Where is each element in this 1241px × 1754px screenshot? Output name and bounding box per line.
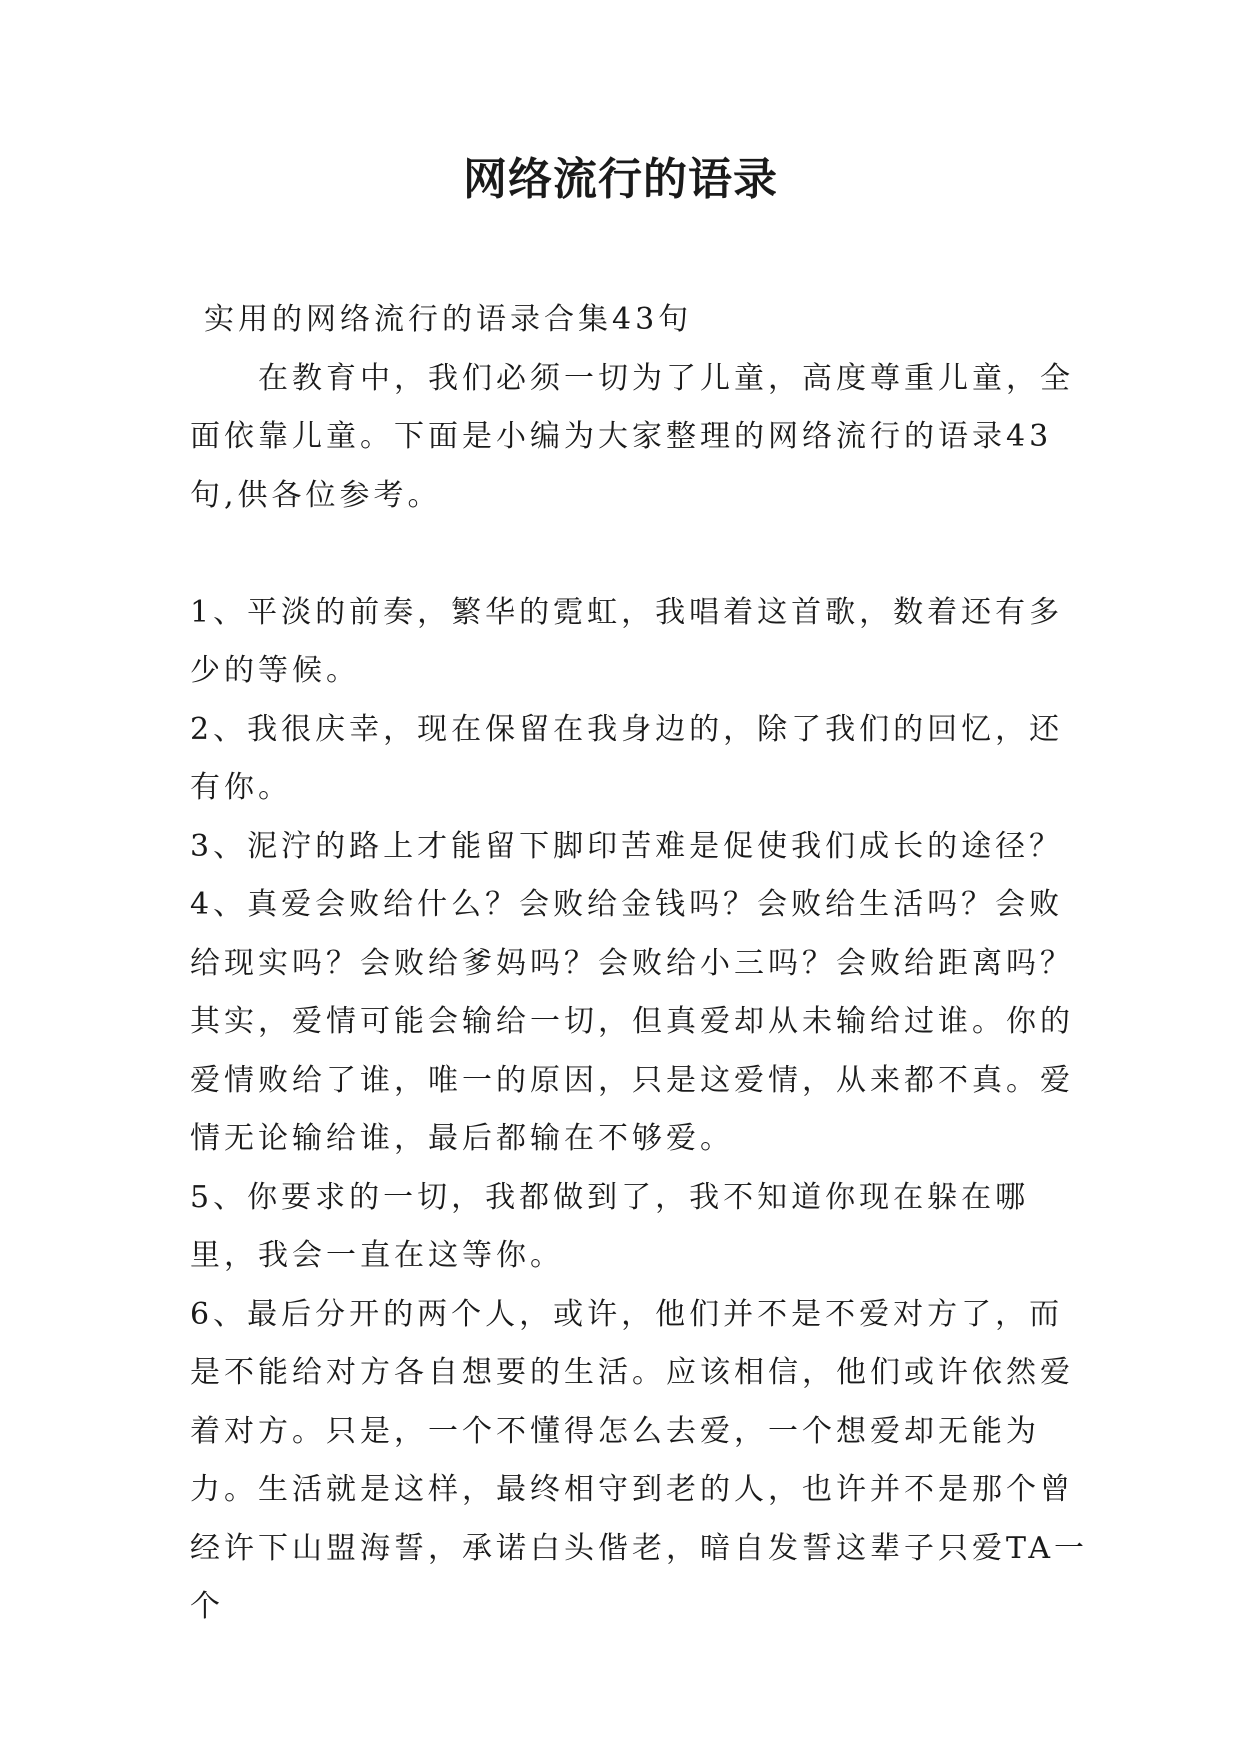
quote-item-4: 4、真爱会败给什么？会败给金钱吗？会败给生活吗？会败给现实吗？会败给爹妈吗？会败给小三吗？会败给距离吗？其实，爱情可能会输给一切，但真爱却从未输给过谁。你的爱情败给了谁，唯一的原因，只是这爱情，从来都不真。爱情无论输给谁，最后都输在不够爱。 bbox=[190, 887, 1074, 1156]
paragraph-spacer bbox=[190, 525, 1090, 584]
quote-item-1: 1、平淡的前奏，繁华的霓虹，我唱着这首歌，数着还有多少的等候。 bbox=[190, 594, 1064, 688]
quote-item-5: 5、你要求的一切，我都做到了，我不知道你现在躲在哪里，我会一直在这等你。 bbox=[190, 1179, 1030, 1273]
intro-paragraph: 在教育中，我们必须一切为了儿童，高度尊重儿童，全面依靠儿童。下面是小编为大家整理的网络流行的语录43句,供各位参考。 bbox=[190, 360, 1074, 513]
quote-item-2: 2、我很庆幸，现在保留在我身边的，除了我们的回忆，还有你。 bbox=[190, 711, 1064, 805]
quote-item-3: 3、泥泞的路上才能留下脚印苦难是促使我们成长的途径？ bbox=[190, 828, 1064, 864]
document-subtitle: 实用的网络流行的语录合集43句 bbox=[204, 302, 693, 337]
document-title: 网络流行的语录 bbox=[463, 154, 778, 205]
quote-item-6: 6、最后分开的两个人，或许，他们并不是不爱对方了，而是不能给对方各自想要的生活。应该相信，他们或许依然爱着对方。只是，一个不懂得怎么去爱，一个想爱却无能为力。生活就是这样，最终相守到老的人，也许并不是那个曾经许下山盟海誓，承诺白头偕老，暗自发誓这辈子只爱TA一个 bbox=[190, 1296, 1089, 1624]
document-body bbox=[190, 291, 1090, 1637]
